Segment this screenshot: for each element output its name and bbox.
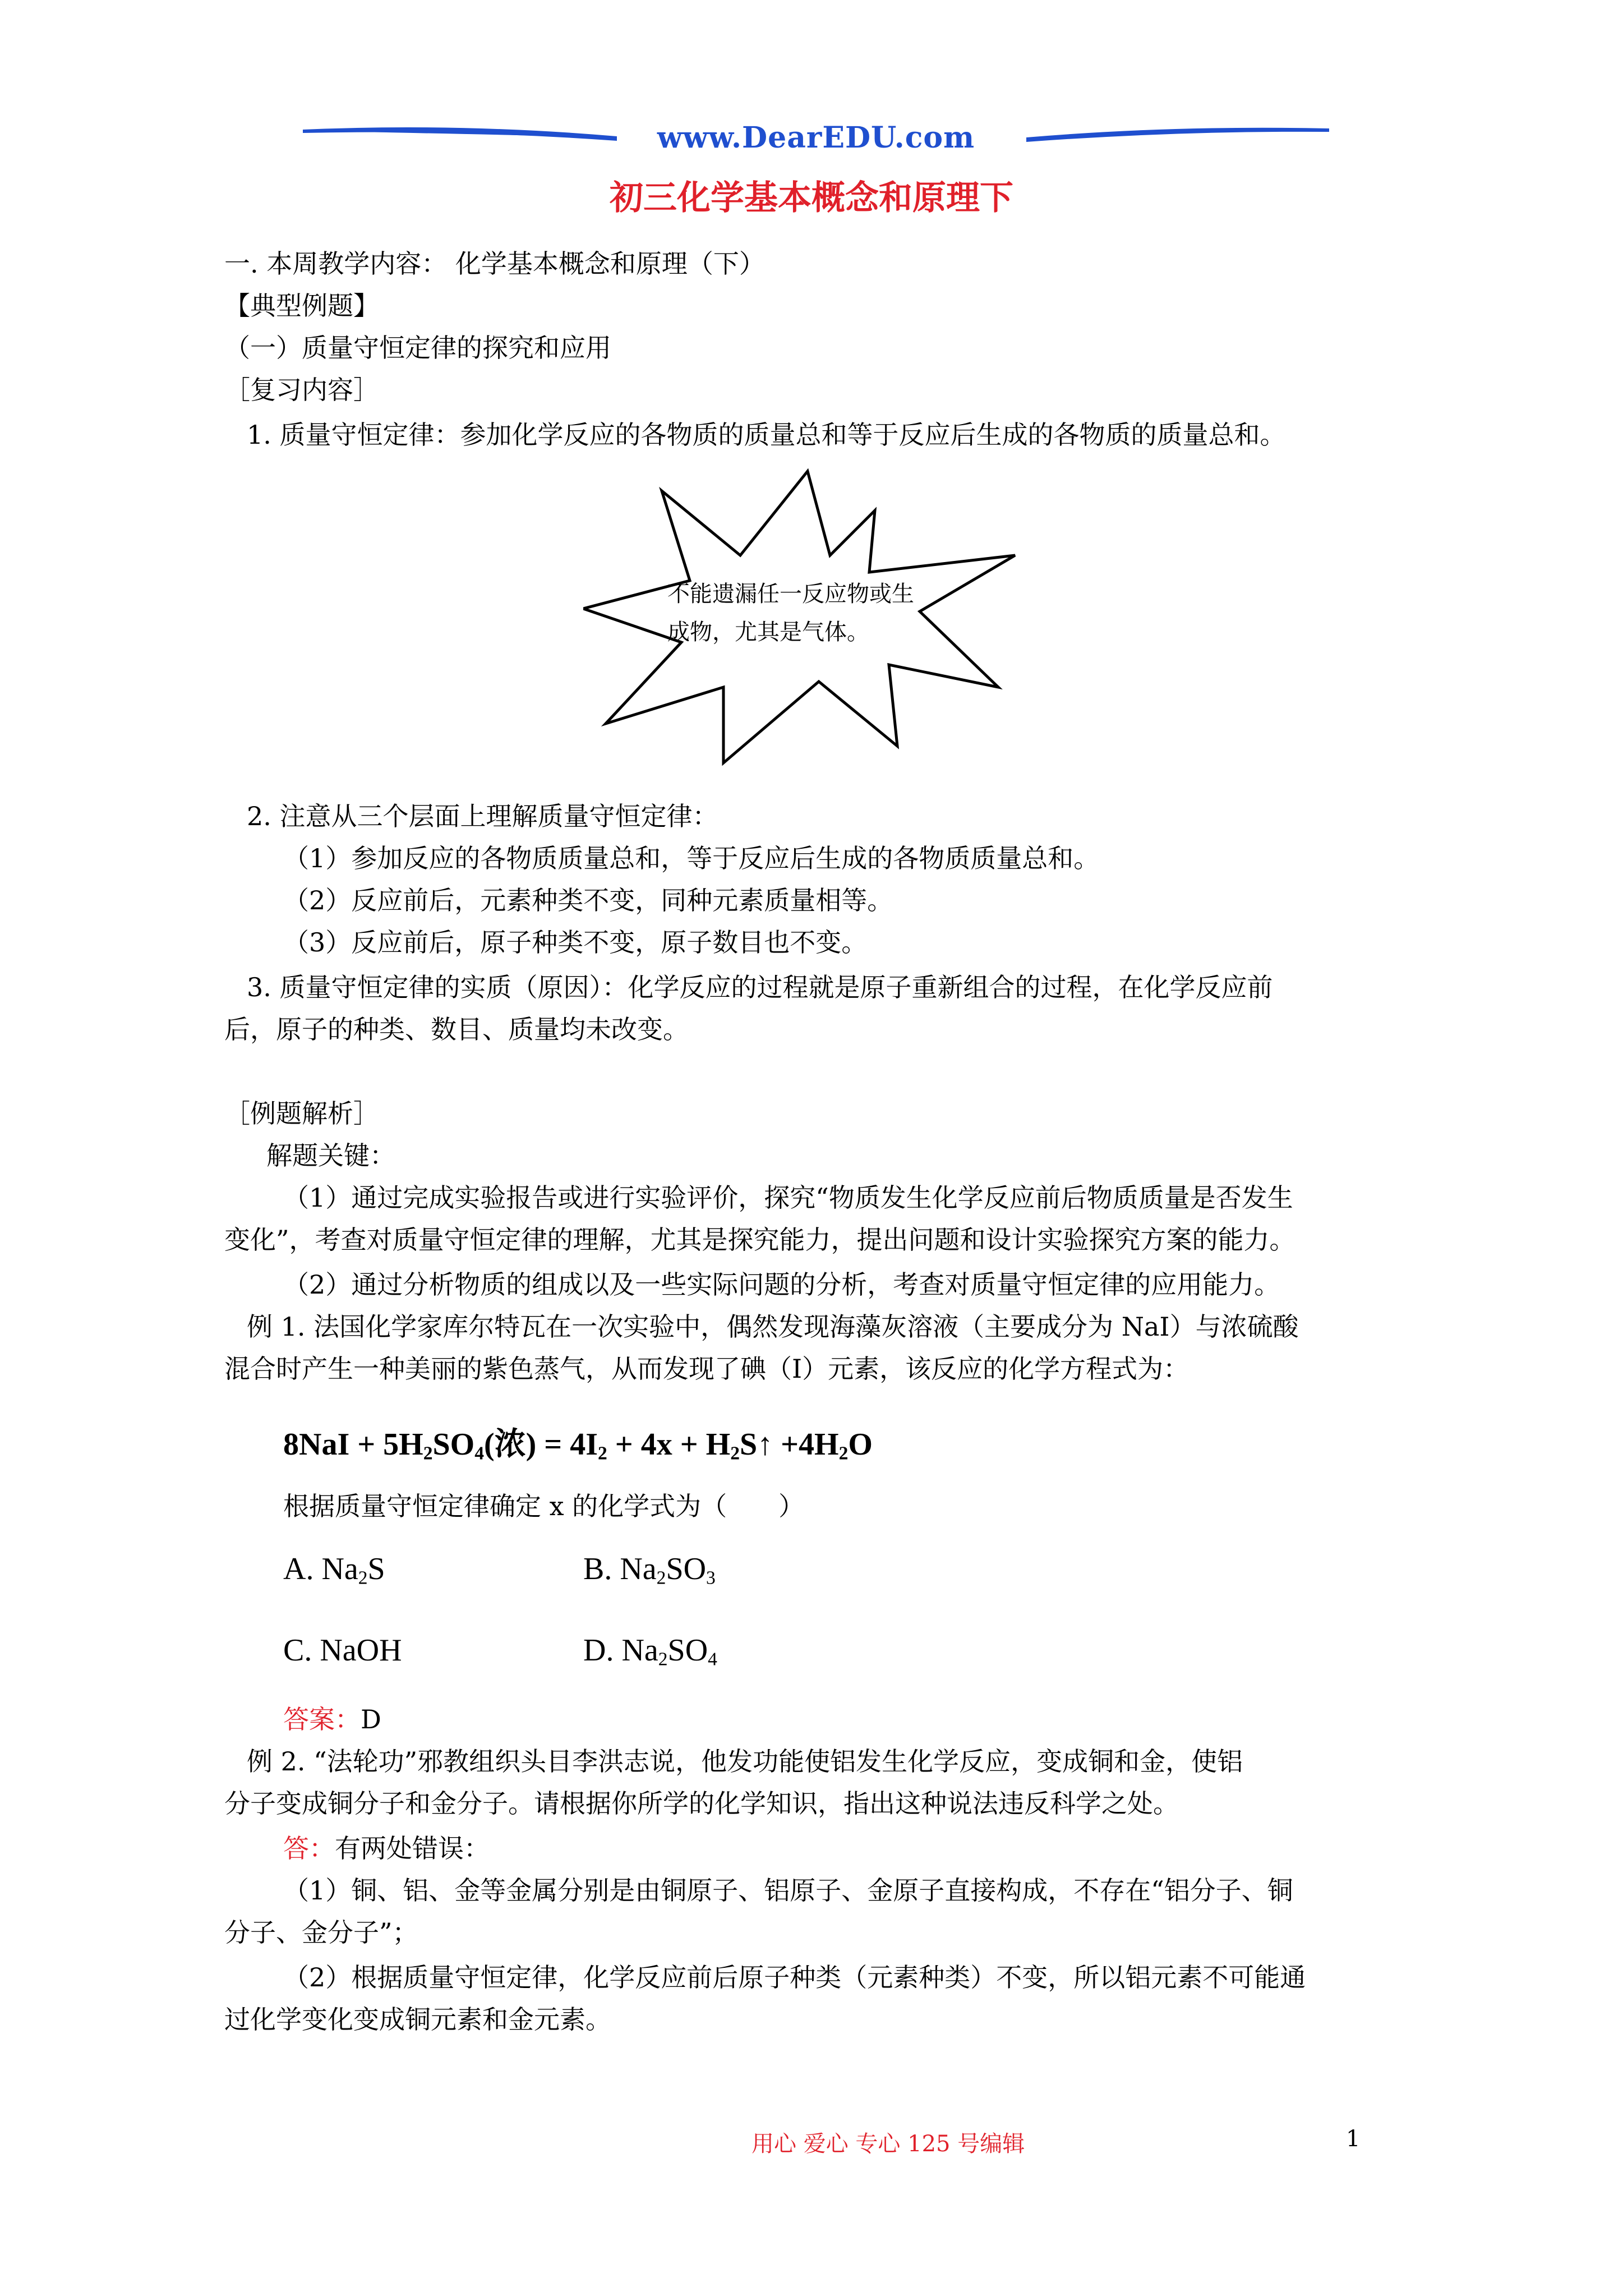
example-2-answer-line: （1）铜、铝、金等金属分别是由铜原子、铝原子、金原子直接构成，不存在“铝分子、铜 <box>283 1875 1293 1906</box>
option-text: SO <box>666 1552 707 1586</box>
example-2-answer <box>283 1832 490 1865</box>
site-url: www.DearEDU.com <box>657 121 975 155</box>
point-3-line: 后，原子的种类、数目、质量均未改变。 <box>224 1014 689 1045</box>
section-title: 一. 本周教学内容： 化学基本概念和原理（下） <box>224 249 765 279</box>
key-2: （2）通过分析物质的组成以及一些实际问题的分析，考查对质量守恒定律的应用能力。 <box>283 1269 1280 1300</box>
point-2: 2. 注意从三个层面上理解质量守恒定律： <box>247 801 718 831</box>
eq-sub: 2 <box>598 1443 607 1464</box>
eq-sub: 2 <box>423 1443 433 1464</box>
typical-examples-heading: 【典型例题】 <box>224 291 379 321</box>
page-title: 初三化学基本概念和原理下 <box>610 178 1013 218</box>
example-1-question: 根据质量守恒定律确定 x 的化学式为（ ） <box>283 1491 805 1521</box>
example-2-answer-line: 过化学变化变成铜元素和金元素。 <box>224 2004 611 2035</box>
option-text: C. NaOH <box>283 1633 402 1668</box>
option-text: D. Na <box>583 1633 658 1668</box>
page-number: 1 <box>1346 2126 1361 2152</box>
eq-part: S↑ +4H <box>739 1427 839 1462</box>
key-1-line: 变化”，考查对质量守恒定律的理解，尤其是探究能力，提出问题和设计实验探究方案的能力。 <box>224 1225 1295 1255</box>
option-sub: 3 <box>706 1567 716 1589</box>
point-1: 1. 质量守恒定律：参加化学反应的各物质的质量总和等于反应后生成的各物质的质量总和。 <box>247 420 1286 450</box>
example-2-line: 分子变成铜分子和金分子。请根据你所学的化学知识，指出这种说法违反科学之处。 <box>224 1788 1179 1819</box>
option-text: SO <box>667 1633 708 1668</box>
option-text: A. Na <box>283 1552 358 1586</box>
answer-value: D <box>361 1704 381 1734</box>
starburst-note-line: 成物，尤其是气体。 <box>667 619 869 645</box>
point-3-line: 3. 质量守恒定律的实质（原因）：化学反应的过程就是原子重新组合的过程，在化学反应前 <box>247 972 1273 1002</box>
site-banner <box>303 115 1329 160</box>
point-2-item: （1）参加反应的各物质质量总和，等于反应后生成的各物质质量总和。 <box>283 843 1100 873</box>
answer-intro: 有两处错误： <box>335 1833 490 1864</box>
part1-heading: （一）质量守恒定律的探究和应用 <box>224 333 611 363</box>
example-1-line: 例 1. 法国化学家库尔特瓦在一次实验中，偶然发现海藻灰溶液（主要成分为 NaI）与浓硫酸 <box>247 1312 1299 1342</box>
option-text: S <box>367 1552 385 1586</box>
eq-part: 8NaI + 5H <box>283 1427 423 1462</box>
option-d <box>583 1632 717 1670</box>
eq-part: + 4x + H <box>607 1427 731 1462</box>
chemical-equation <box>283 1419 873 1464</box>
key-heading: 解题关键： <box>266 1140 395 1171</box>
eq-part: O <box>848 1427 873 1462</box>
point-2-item: （2）反应前后，元素种类不变，同种元素质量相等。 <box>283 885 893 915</box>
option-sub: 2 <box>358 1567 368 1589</box>
eq-sub: 4 <box>474 1443 484 1464</box>
answer-label: 答案： <box>283 1704 361 1734</box>
example-2-answer-line: 分子、金分子”； <box>224 1917 418 1948</box>
example-1-answer <box>283 1703 381 1736</box>
option-sub: 2 <box>658 1649 668 1670</box>
key-1-line: （1）通过完成实验报告或进行实验评价，探究“物质发生化学反应前后物质质量是否发生 <box>283 1182 1293 1213</box>
option-text: B. Na <box>583 1552 657 1586</box>
eq-sub: 2 <box>838 1443 849 1464</box>
option-sub: 4 <box>708 1649 717 1670</box>
review-heading: ［复习内容］ <box>224 375 379 405</box>
eq-sub: 2 <box>730 1443 740 1464</box>
example-analysis-heading: ［例题解析］ <box>224 1098 379 1129</box>
example-1-line: 混合时产生一种美丽的紫色蒸气，从而发现了碘（I）元素，该反应的化学方程式为： <box>224 1354 1189 1384</box>
option-c <box>283 1632 402 1668</box>
option-sub: 2 <box>656 1567 666 1589</box>
option-a <box>283 1551 385 1589</box>
example-2-answer-line: （2）根据质量守恒定律，化学反应前后原子种类（元素种类）不变，所以铝元素不可能通 <box>283 1962 1306 1993</box>
option-b <box>583 1551 716 1589</box>
example-2-line: 例 2. “法轮功”邪教组织头目李洪志说，他发功能使铝发生化学反应，变成铜和金，使铝 <box>247 1746 1243 1777</box>
point-2-item: （3）反应前后，原子种类不变，原子数目也不变。 <box>283 927 868 958</box>
eq-part: SO <box>432 1427 475 1462</box>
footer-text: 用心 爱心 专心 125 号编辑 <box>751 2131 1025 2157</box>
starburst-note <box>667 575 959 651</box>
answer-label: 答： <box>283 1833 335 1864</box>
eq-part: (浓) = 4I <box>484 1427 598 1462</box>
starburst-note-line: 不能遗漏任一反应物或生 <box>667 581 914 607</box>
